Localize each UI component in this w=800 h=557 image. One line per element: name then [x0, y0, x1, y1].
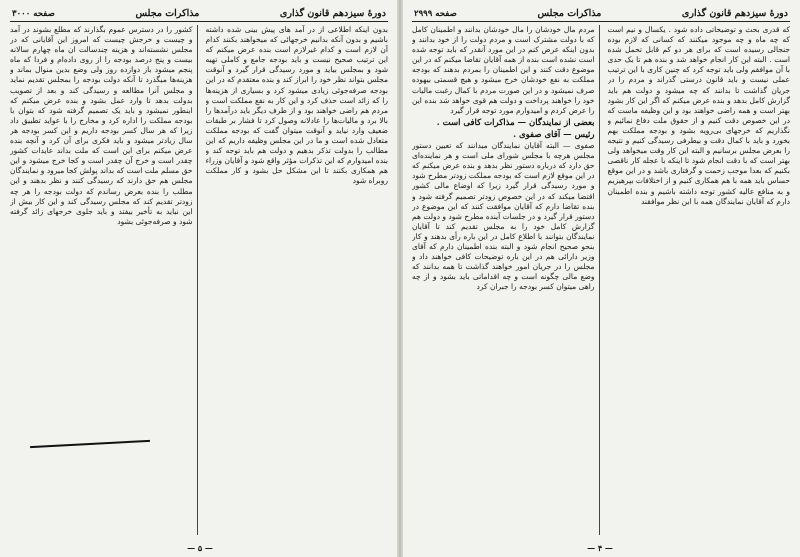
- session-title: دورهٔ سیزدهم قانون گذاری: [279, 8, 386, 19]
- session-title: دورهٔ سیزدهم قانون گذاری: [681, 8, 788, 19]
- page-footer: [400, 543, 800, 553]
- paragraph: مردم مال خودشان را مال خودشان بدانند و اطمینان کامل که با دولت مشترک است و مردم دولت را از خود بدانند و بدون اینکه عرض کنم در این مورد آنقدر که باید توجه شده است نشده است بنده از همه آقایان تقاضا میکنم که در این موضوع دقت کنند و این اطمینان را بمردم بدهند که بودجه مملکت به نفع خودشان خرج میشود و هیچ قسمتی بیهوده صرف نمیشود و در این صورت مردم با کمال رغبت مالیات خود را خواهند پرداخت و دولت هم قوی خواهد شد بنده این را عرض کردم و امیدوارم مورد توجه قرار گیرد: [412, 25, 595, 115]
- text-column-left: [10, 25, 198, 535]
- right-page-columns: [412, 25, 790, 535]
- page-number: صفحه ۳۰۰۰: [12, 9, 55, 19]
- text-column-left: [412, 25, 600, 535]
- speaker-line-president: رئیس — آقای صفوی .: [513, 129, 595, 140]
- right-page: [400, 0, 800, 557]
- right-page-header: [412, 8, 790, 22]
- speaker-line-members: بعضی از نمایندگان — مذاکرات کافی است .: [436, 117, 595, 128]
- footer-page-marker: — ۵ —: [187, 543, 213, 553]
- text-column-right: [206, 25, 389, 535]
- handwritten-underline: [30, 440, 150, 448]
- left-page-columns: [10, 25, 388, 535]
- footer-page-marker: — ۴ —: [587, 543, 613, 553]
- paragraph: بدون اینکه اطلاعی از در آمد های پیش بینی شده داشته باشیم و بدون آنکه بدانیم خرجهائی که میخواهند بکنند کدام آن لازم است و کدام غیرلازم است بنده عرض میکنم که این ترتیب صحیح نیست و باید بودجه جامع و کاملی تهیه شود و بمجلس بیاید و مورد رسیدگی قرار گیرد و آنوقت مجلس بتواند نظر خود را ابراز کند و بنده معتقدم که در این بودجه صرفه‌جوئی زیادی میشود کرد و بسیاری از هزینه‌ها را که زائد است حذف کرد و این کار به نفع مملکت است و مردم هم راضی خواهند بود و از طرف دیگر باید درآمدها را بالا برد و مالیات‌ها را عادلانه وصول کرد تا فشار بر طبقات ضعیف وارد نیاید و آنوقت میتوان گفت که بودجه مملکت متعادل شده است و ما در این مجلس وظیفه داریم که این مطالب را بدولت تذکر بدهیم و دولت هم باید توجه کند و بنده امیدوارم که این تذکرات مؤثر واقع شود و آقایان وزراء هم همکاری بکنند تا این مشکل حل بشود و کار مملکت روبراه شود: [205, 25, 388, 186]
- paragraph: کشور را در دسترس عموم بگذارند که مطلع بشوند در آمد و چیست و خرجش چیست که امروز این آقایانی که در مجلس نشسته‌اند و هزینه چندسالت ان ماه چهارم سالانه بیست و پنج درصد بودجه را از روی داده‌ام و فردا که ماه پنجم میشود باز دوازده روز ولی وضع بدین منوال بماند و هزینه‌ها میگذرد تا آنکه دولت بودجه را بمجلس تقدیم نماید و مجلس آنرا مطالعه و رسیدگی کند و بعد از تصویب بدولت بدهد تا وارد عمل بشود و بنده عرض میکنم که اینطور نمیشود و باید یک تصمیم گرفته شود که بتوان با بودجه مملکت را اداره کرد و مخارج را با عواید تطبیق داد زیرا که هر سال کسر بودجه داریم و این کسر بودجه هر سال زیادتر میشود و باید فکری برای آن کرد و آنچه بنده عرض میکنم برای این است که ملت بداند عایدات کشور چقدر است و خرج آن چقدر است و کجا خرج میشود و این حق مسلم ملت است که بداند پولش کجا میرود و نمایندگان مجلس هم حق دارند که رسیدگی کنند و نظر بدهند و این مطلب را بنده بعرض رساندم که دولت بودجه را هر چه زودتر تقدیم کند که مجلس رسیدگی کند و این کار بیش از این نباید به تأخیر بیفتد و باید جلوی خرجهای زائد گرفته شود و صرفه‌جوئی بشود: [10, 25, 193, 226]
- paragraph: که قدری بحث و توضیحاتی داده شود . یکسال و نیم است که چه ماه و چه موجود میکنند که کسانی که لازم بوده جنجالی رسیده است که برای هر دو کم قابل تحمل شده است . البته این کار انجام خواهد شد و بنده هم تا یک حدی با آن موافقم ولی باید توجه کرد که چنین کاری با این ترتیب عملی نیست و باید قانون درستی گذراند و مردم را در جریان گذاشت تا بدانند که چه میشود و دولت هم باید گزارش کامل بدهد و بنده عرض میکنم که اگر این کار بشود بهتر است و همه راضی خواهند بود و این وظیفه ماست که در این خصوص دقت کنیم و از حقوق ملت دفاع نمائیم و نگذاریم که خرجهای بی‌رویه بشود و بودجه مملکت بهم بخورد و باید با کمال دقت و بیطرفی رسیدگی کنیم و نتیجه را بعرض مجلس برسانیم و البته این کار وقت میخواهد ولی بهتر است که با دقت انجام شود تا اینکه با عجله کار ناقصی بکنیم که بعدا موجب زحمت و گرفتاری باشد و در این موقع حساس باید همه با هم همکاری کنیم و از اختلافات بپرهیزیم و به منافع عالیه کشور توجه داشته باشیم و بنده اطمینان دارم که آقایان نمایندگان همه با این نظر موافقند: [607, 25, 790, 206]
- section-title: مذاکرات مجلس: [135, 8, 200, 19]
- text-column-right: [608, 25, 791, 535]
- page-number: صفحه ۲۹۹۹: [414, 9, 457, 19]
- paragraph: صفوی — البته آقایان نمایندگان میدانند که تعیین دستور مجلس هرچه با مجلس شورای ملی است و هر نماینده‌ای حق دارد که درباره دستور نظر بدهد و بنده عرض میکنم که در این موقع لازم است که بودجه مملکت زودتر مطرح شود و مورد رسیدگی قرار گیرد زیرا که اوضاع مالی کشور اقتضا میکند که در این خصوص زودتر تصمیم گرفته شود و بنده تقاضا دارم که آقایان موافقت کنند که این موضوع در دستور قرار گیرد و در جلسات آینده مطرح شود و دولت هم گزارش کامل خود را به مجلس تقدیم کند تا آقایان نمایندگان بتوانند با اطلاع کامل در این باره رأی بدهند و کار بنحو صحیح انجام شود و البته بنده اطمینان دارم که آقای وزیر دارائی هم در این باره توضیحات کافی خواهند داد و مجلس را در جریان امور خواهند گذاشت تا همه بدانند که وضع مالی چگونه است و چه اقداماتی باید بشود و از چه راهی میتوان کسر بودجه را جبران کرد: [412, 141, 595, 292]
- page-footer: [0, 543, 400, 553]
- section-title: مذاکرات مجلس: [537, 8, 602, 19]
- left-page-header: [10, 8, 388, 22]
